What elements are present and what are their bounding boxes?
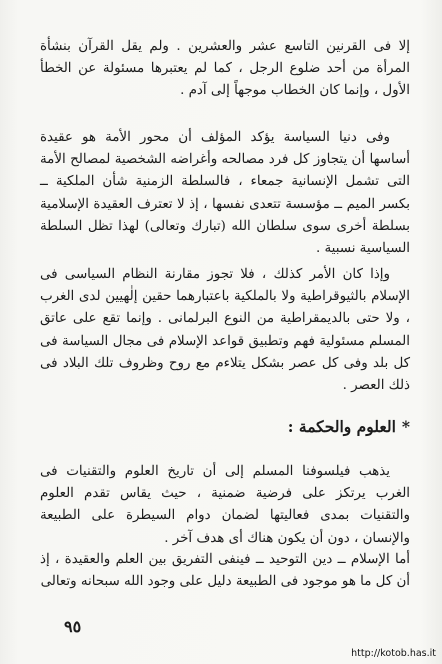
paragraph-5: أما الإسلام ــ دين التوحيد ــ فينفى التفريق بين العلم والعقيدة ، إذ أن كل ما هو موجود فى الطبيعة دليل على وجود الله سبحانه وتعالى xyxy=(40,552,410,590)
paragraph-1: إلا فى القرنين التاسع عشر والعشرين . ولم يقل القرآن بنشأة المرأة من أحد ضلوع الرجل ، كما لم يعتبرها مسئولة عن الخطأ الأول ، وإنما كان الخطاب موجهاً إلى آدم . xyxy=(40,39,410,99)
heading-star: * xyxy=(401,417,410,436)
paragraph-3: وإذا كان الأمر كذلك ، فلا تجوز مقارنة النظام السياسى فى الإسلام بالثيوقراطية ولا بالملكية باعتبارهما حقين إلٰهيين لدى الغرب ، ولا حتى بالديمقراطية من النوع البرلمانى . وإنما تقع على عاتق المسلم مسئولية فهم وتطبيق قواعد الإسلام فى مجال السياسة فى كل بلد وفى كل عصر بشكل يتلاءم مع روح وظروف تلك البلاد فى ذلك العصر . xyxy=(40,267,410,394)
page-number: ٩٥ xyxy=(64,617,82,636)
section-heading xyxy=(288,416,410,438)
paragraph-4: يذهب فيلسوفنا المسلم إلى أن تاريخ العلوم والتقنيات فى الغرب يرتكز على فرضية ضمنية ، حيث يقاس تقدم العلوم والتقنيات بمدى فعاليتها لضمان دوام السيطرة على الطبيعة والإنسان ، دون أن يكون هناك أى هدف آخر . xyxy=(40,464,410,546)
paragraph-2: وفى دنيا السياسة يؤكد المؤلف أن محور الأمة هو عقيدة أساسها أن يتجاوز كل فرد مصالحه وأغراضه الشخصية لمصالح الأمة التى تشمل الإنسانية جمعاء ، فالسلطة الزمنية شأن الملكية ــ بكسر الميم ــ مؤسسة تتعدى نفسها ، إذ لا تعترف العقيدة الإسلامية بسلطة أخرى سوى سلطان الله (تبارك وتعالى) لهذا تظل السلطة السياسية نسبية . xyxy=(40,130,410,257)
source-url: http://kotob.has.it xyxy=(351,648,436,659)
heading-title: العلوم والحكمة : xyxy=(287,417,396,436)
